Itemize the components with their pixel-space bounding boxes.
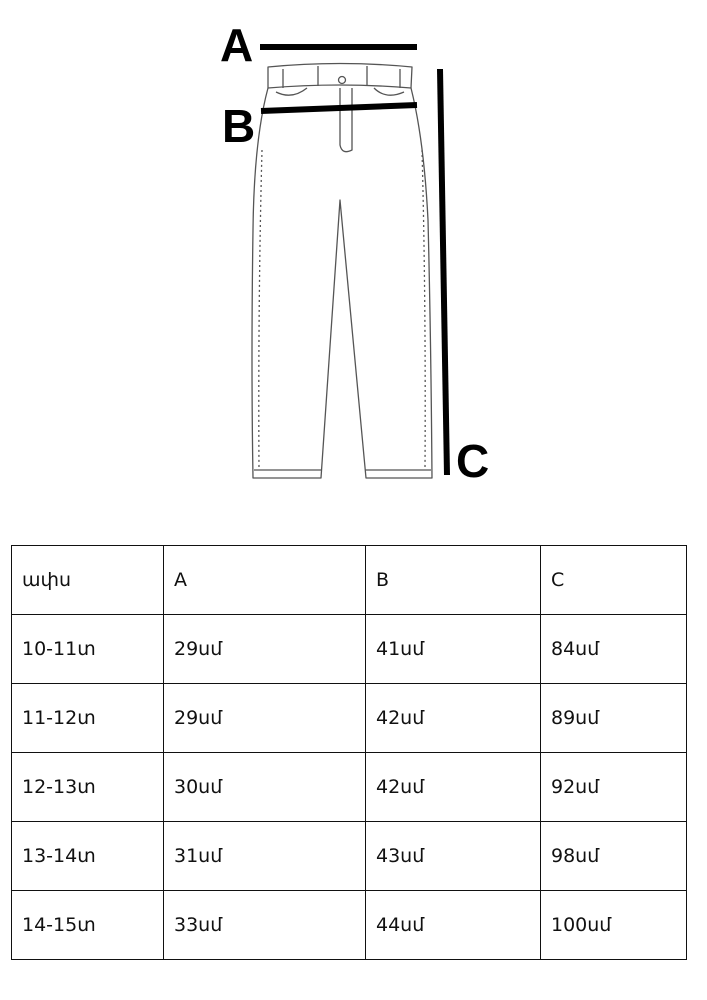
table-cell: 13-14տ [12, 822, 164, 891]
table-row [12, 684, 687, 753]
label-b: B [222, 100, 256, 152]
measure-line-b [261, 105, 417, 111]
table-cell: 42սմ [366, 753, 541, 822]
table-cell: 33սմ [164, 891, 366, 960]
table-cell: 98սմ [541, 822, 687, 891]
table-cell: 89սմ [541, 684, 687, 753]
table-cell: 11-12տ [12, 684, 164, 753]
table-cell: 14-15տ [12, 891, 164, 960]
table-cell: 12-13տ [12, 753, 164, 822]
table-cell: 100սմ [541, 891, 687, 960]
table-cell: 44սմ [366, 891, 541, 960]
table-cell: 42սմ [366, 684, 541, 753]
table-cell: 92սմ [541, 753, 687, 822]
size-table [11, 545, 687, 960]
header-cell: ափս [12, 546, 164, 615]
label-c: C [456, 435, 490, 487]
table-cell: 10-11տ [12, 615, 164, 684]
table-row [12, 615, 687, 684]
table-header-row [12, 546, 687, 615]
table-row [12, 753, 687, 822]
measure-line-c [440, 69, 447, 475]
table-cell: 31սմ [164, 822, 366, 891]
table-row [12, 822, 687, 891]
header-cell: B [366, 546, 541, 615]
table-cell: 30սմ [164, 753, 366, 822]
table-cell: 43սմ [366, 822, 541, 891]
table-cell: 29սմ [164, 684, 366, 753]
table-row [12, 891, 687, 960]
header-cell: A [164, 546, 366, 615]
table-cell: 84սմ [541, 615, 687, 684]
table-cell: 29սմ [164, 615, 366, 684]
label-a: A [220, 19, 254, 71]
table-cell: 41սմ [366, 615, 541, 684]
header-cell: C [541, 546, 687, 615]
